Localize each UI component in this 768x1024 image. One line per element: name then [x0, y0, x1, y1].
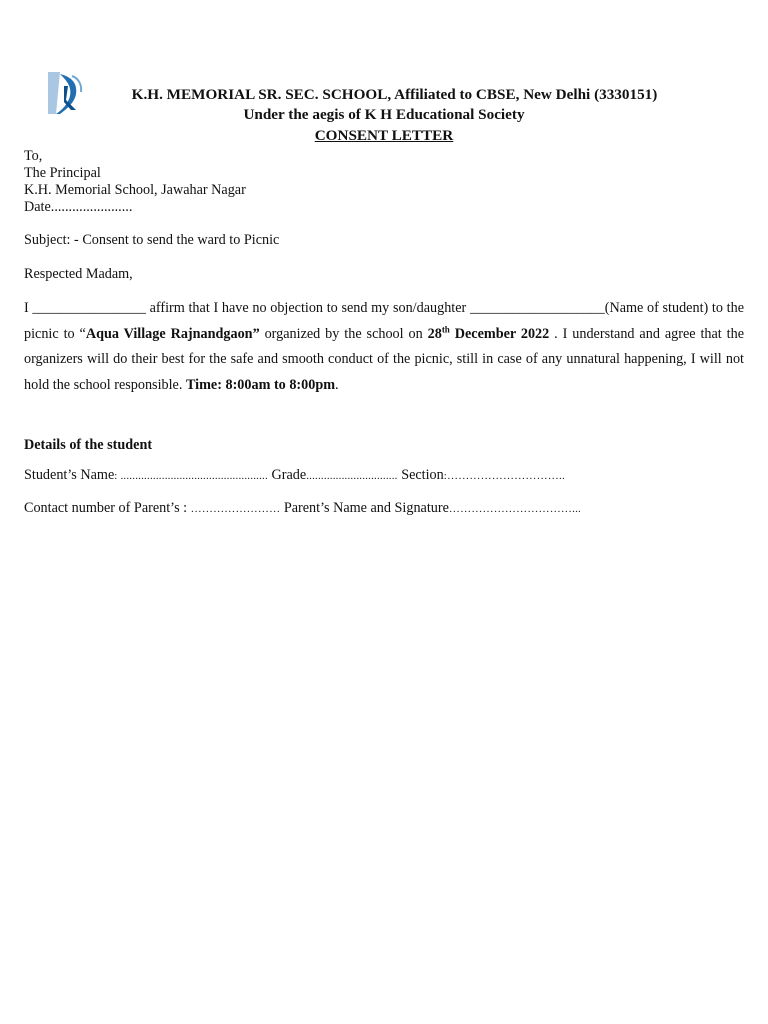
student-details-row [24, 467, 565, 485]
parent-signature-field: ……………………………... [448, 503, 581, 515]
society-heading: Under the aegis of K H Educational Society [243, 106, 525, 123]
picnic-date [427, 323, 550, 342]
date-suffix: th [441, 323, 450, 334]
parent-details-row [24, 500, 581, 518]
section-field: :………………………….. [443, 470, 565, 482]
student-name-field: : .................................................. [114, 470, 268, 482]
subject-line: Subject: - Consent to send the ward to Picnic [24, 232, 280, 248]
section-label: Section [397, 467, 444, 483]
address-to: To, [24, 148, 43, 164]
grade-field: ............................... [306, 470, 398, 482]
body-text-3: . I understand and agree that the organizers will do their best for the safe and smooth conduct of the picnic, still in case of any unnatural happening, I will not hold the school responsible. [24, 325, 744, 393]
address-school: K.H. Memorial School, Jawahar Nagar [24, 182, 246, 198]
student-name-label: Student’s Name [24, 467, 115, 483]
body-text-4: . [335, 376, 339, 393]
consent-paragraph [24, 296, 744, 398]
address-recipient: The Principal [24, 165, 101, 181]
salutation: Respected Madam, [24, 266, 133, 282]
picnic-time: Time: 8:00am to 8:00pm [185, 376, 336, 393]
date-day: 28 [427, 325, 442, 342]
date-month-year: December 2022 [449, 325, 550, 342]
grade-label: Grade [267, 467, 307, 483]
school-name-heading: K.H. MEMORIAL SR. SEC. SCHOOL, Affiliated to CBSE, New Delhi (3330151) [131, 86, 658, 103]
body-text-2: organized by the school on [259, 325, 428, 342]
picnic-destination: Aqua Village Rajnandgaon” [85, 325, 260, 342]
contact-field: …………………… [190, 503, 281, 515]
date-field: Date....................... [24, 199, 133, 215]
body-text-1: I ________________ affirm that I have no objection to send my son/daughter ___________________(Name of student) to the picnic to “ [24, 300, 744, 342]
parent-signature-label: Parent’s Name and Signature [280, 500, 449, 516]
contact-label: Contact number of Parent’s : [24, 500, 191, 516]
letter-title: CONSENT LETTER [314, 127, 454, 144]
details-heading: Details of the student [24, 437, 153, 453]
